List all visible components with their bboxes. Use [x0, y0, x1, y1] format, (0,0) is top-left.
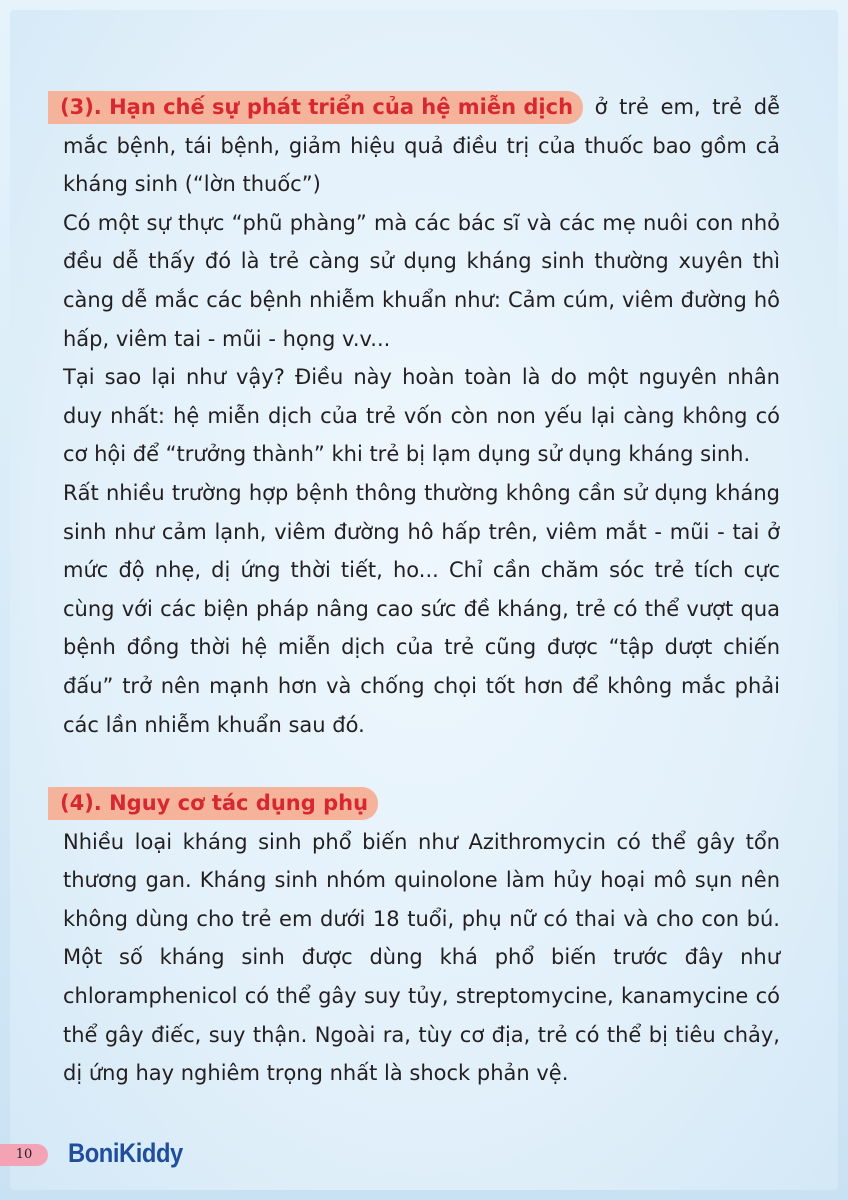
brand-logo: BoniKiddy: [68, 1138, 183, 1168]
section-3-paragraph-3: Rất nhiều trường hợp bệnh thông thường không cần sử dụng kháng sinh như cảm lạnh, viêm đường hô hấp trên, viêm mắt - mũi - tai ở mức độ nhẹ, dị ứng thời tiết, ho... Chỉ cần chăm sóc trẻ tích cực cùng với các biện pháp nâng cao sức đề kháng, trẻ có thể vượt qua bệnh đồng thời hệ miễn dịch của trẻ cũng được “tập dượt chiến đấu” trở nên mạnh hơn và chống chọi tốt hơn để không mắc phải các lần nhiễm khuẩn sau đó.: [63, 480, 780, 737]
article-body: [60, 88, 780, 1093]
section-3-intro: [60, 88, 780, 204]
section-3-paragraph-2: Tại sao lại như vậy? Điều này hoàn toàn là do một nguyên nhân duy nhất: hệ miễn dịch của trẻ vốn còn non yếu lại càng không có cơ hội để “trưởng thành” khi trẻ bị lạm dụng sử dụng kháng sinh.: [63, 365, 780, 467]
section-4-heading-row: [60, 784, 780, 823]
section-spacer: [63, 744, 780, 784]
section-3-paragraph-1: Có một sự thực “phũ phàng” mà các bác sĩ và các mẹ nuôi con nhỏ đều dễ thấy đó là trẻ càng sử dụng kháng sinh thường xuyên thì càng dễ mắc các bệnh nhiễm khuẩn như: Cảm cúm, viêm đường hô hấp, viêm tai - mũi - họng v.v...: [63, 210, 780, 351]
section-4-heading: (4). Nguy cơ tác dụng phụ: [48, 787, 378, 820]
section-4-paragraph-1: Nhiều loại kháng sinh phổ biến như Azithromycin có thể gây tổn thương gan. Kháng sinh nhóm quinolone làm hủy hoại mô sụn nên không dùng cho trẻ em dưới 18 tuổi, phụ nữ có thai và cho con bú. Một số kháng sinh được dùng khá phổ biến trước đây như chloramphenicol có thể gây suy tủy, streptomycine, kanamycine có thể gây điếc, suy thận. Ngoài ra, tùy cơ địa, trẻ có thể bị tiêu chảy, dị ứng hay nghiêm trọng nhất là shock phản vệ.: [63, 829, 780, 1086]
page-number-badge: 10: [0, 1144, 48, 1166]
section-3-heading: (3). Hạn chế sự phát triển của hệ miễn dịch: [48, 91, 583, 124]
section-3-heading-tail: ở trẻ em, trẻ dễ mắc bệnh, tái bệnh, giảm hiệu quả điều trị của thuốc bao gồm cả kháng sinh (“lờn thuốc”): [63, 95, 780, 197]
